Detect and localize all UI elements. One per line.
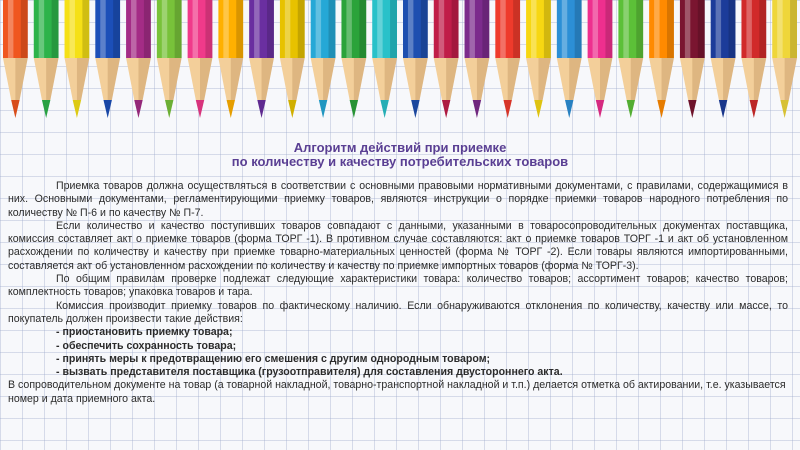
paragraph-characteristics: По общим правилам проверке подлежат следующие характеристики товара: количество товаров; ассортимент товаров; качество товаров; комплектность товаров; упаковка товаров и тара. [8, 273, 788, 299]
pencil [280, 0, 305, 118]
slide-title-line-1: Алгоритм действий при приемке [293, 140, 507, 155]
pencil [65, 0, 90, 118]
pencil [618, 0, 643, 118]
slide-body [8, 180, 788, 406]
pencil [311, 0, 336, 118]
paragraph-documents: Если количество и качество поступивших товаров совпадают с данными, указанными в товаросопроводительных документах поставщика, комиссия составляет акт о приемке товаров (форма ТОРГ -1). В противном случае составляются: акт о приемке товаров ТОРГ -1 и акт об установленном расхождении по количеству и качеству при приемке товарно-материальных ценностей (форма № ТОРГ -2). Если товары являются импортированными, составляется акт об установленном расхождении по количеству и качеству по приемке импортных товаров (форма № ТОРГ-3). [8, 219, 788, 272]
pencil [711, 0, 736, 118]
paragraph-closing: В сопроводительном документе на товар (а товарной накладной, товарно-транспортной накладной и т.п.) делается отметка об актировании, т.е. указывается номер и дата приемного акта. [8, 379, 786, 405]
paragraph-intro: Приемка товаров должна осуществляться в соответствии с основными правовыми нормативными документами, с правилами, содержащимися в них. Основными документами, регламентирующими приемку товаров, являются инструкции о порядке приемки товаров народного потребления по количеству № П-6 и по качеству № П-7. [8, 180, 788, 219]
pencil [772, 0, 797, 118]
pencils-border [0, 0, 800, 122]
pencil [403, 0, 428, 118]
pencil [588, 0, 613, 118]
pencil [218, 0, 243, 118]
pencil [434, 0, 459, 118]
pencil [557, 0, 582, 118]
action-item: - приостановить приемку товара; [56, 326, 233, 339]
paragraph-commission: Комиссия производит приемку товаров по фактическому наличию. Если обнаруживаются отклонения по количеству, качеству или массе, то покупатель должен произвести такие действия: [8, 299, 788, 325]
pencil [126, 0, 151, 118]
pencil [95, 0, 120, 118]
pencil [649, 0, 674, 118]
pencil [372, 0, 397, 118]
pencil [341, 0, 366, 118]
pencil [249, 0, 274, 118]
pencil [34, 0, 59, 118]
action-item: - вызвать представителя поставщика (грузоотправителя) для составления двустороннего акта. [56, 366, 563, 379]
action-item: - обеспечить сохранность товара; [56, 339, 237, 352]
slide-title-line-2: по количеству и качеству потребительских товаров [231, 154, 569, 169]
pencil [741, 0, 766, 118]
pencil [465, 0, 490, 118]
action-item: - принять меры к предотвращению его смешения с другим однородным товаром; [56, 352, 491, 365]
pencil [680, 0, 705, 118]
pencil [3, 0, 28, 118]
pencil [495, 0, 520, 118]
pencil [188, 0, 213, 118]
pencil [157, 0, 182, 118]
pencil [526, 0, 551, 118]
